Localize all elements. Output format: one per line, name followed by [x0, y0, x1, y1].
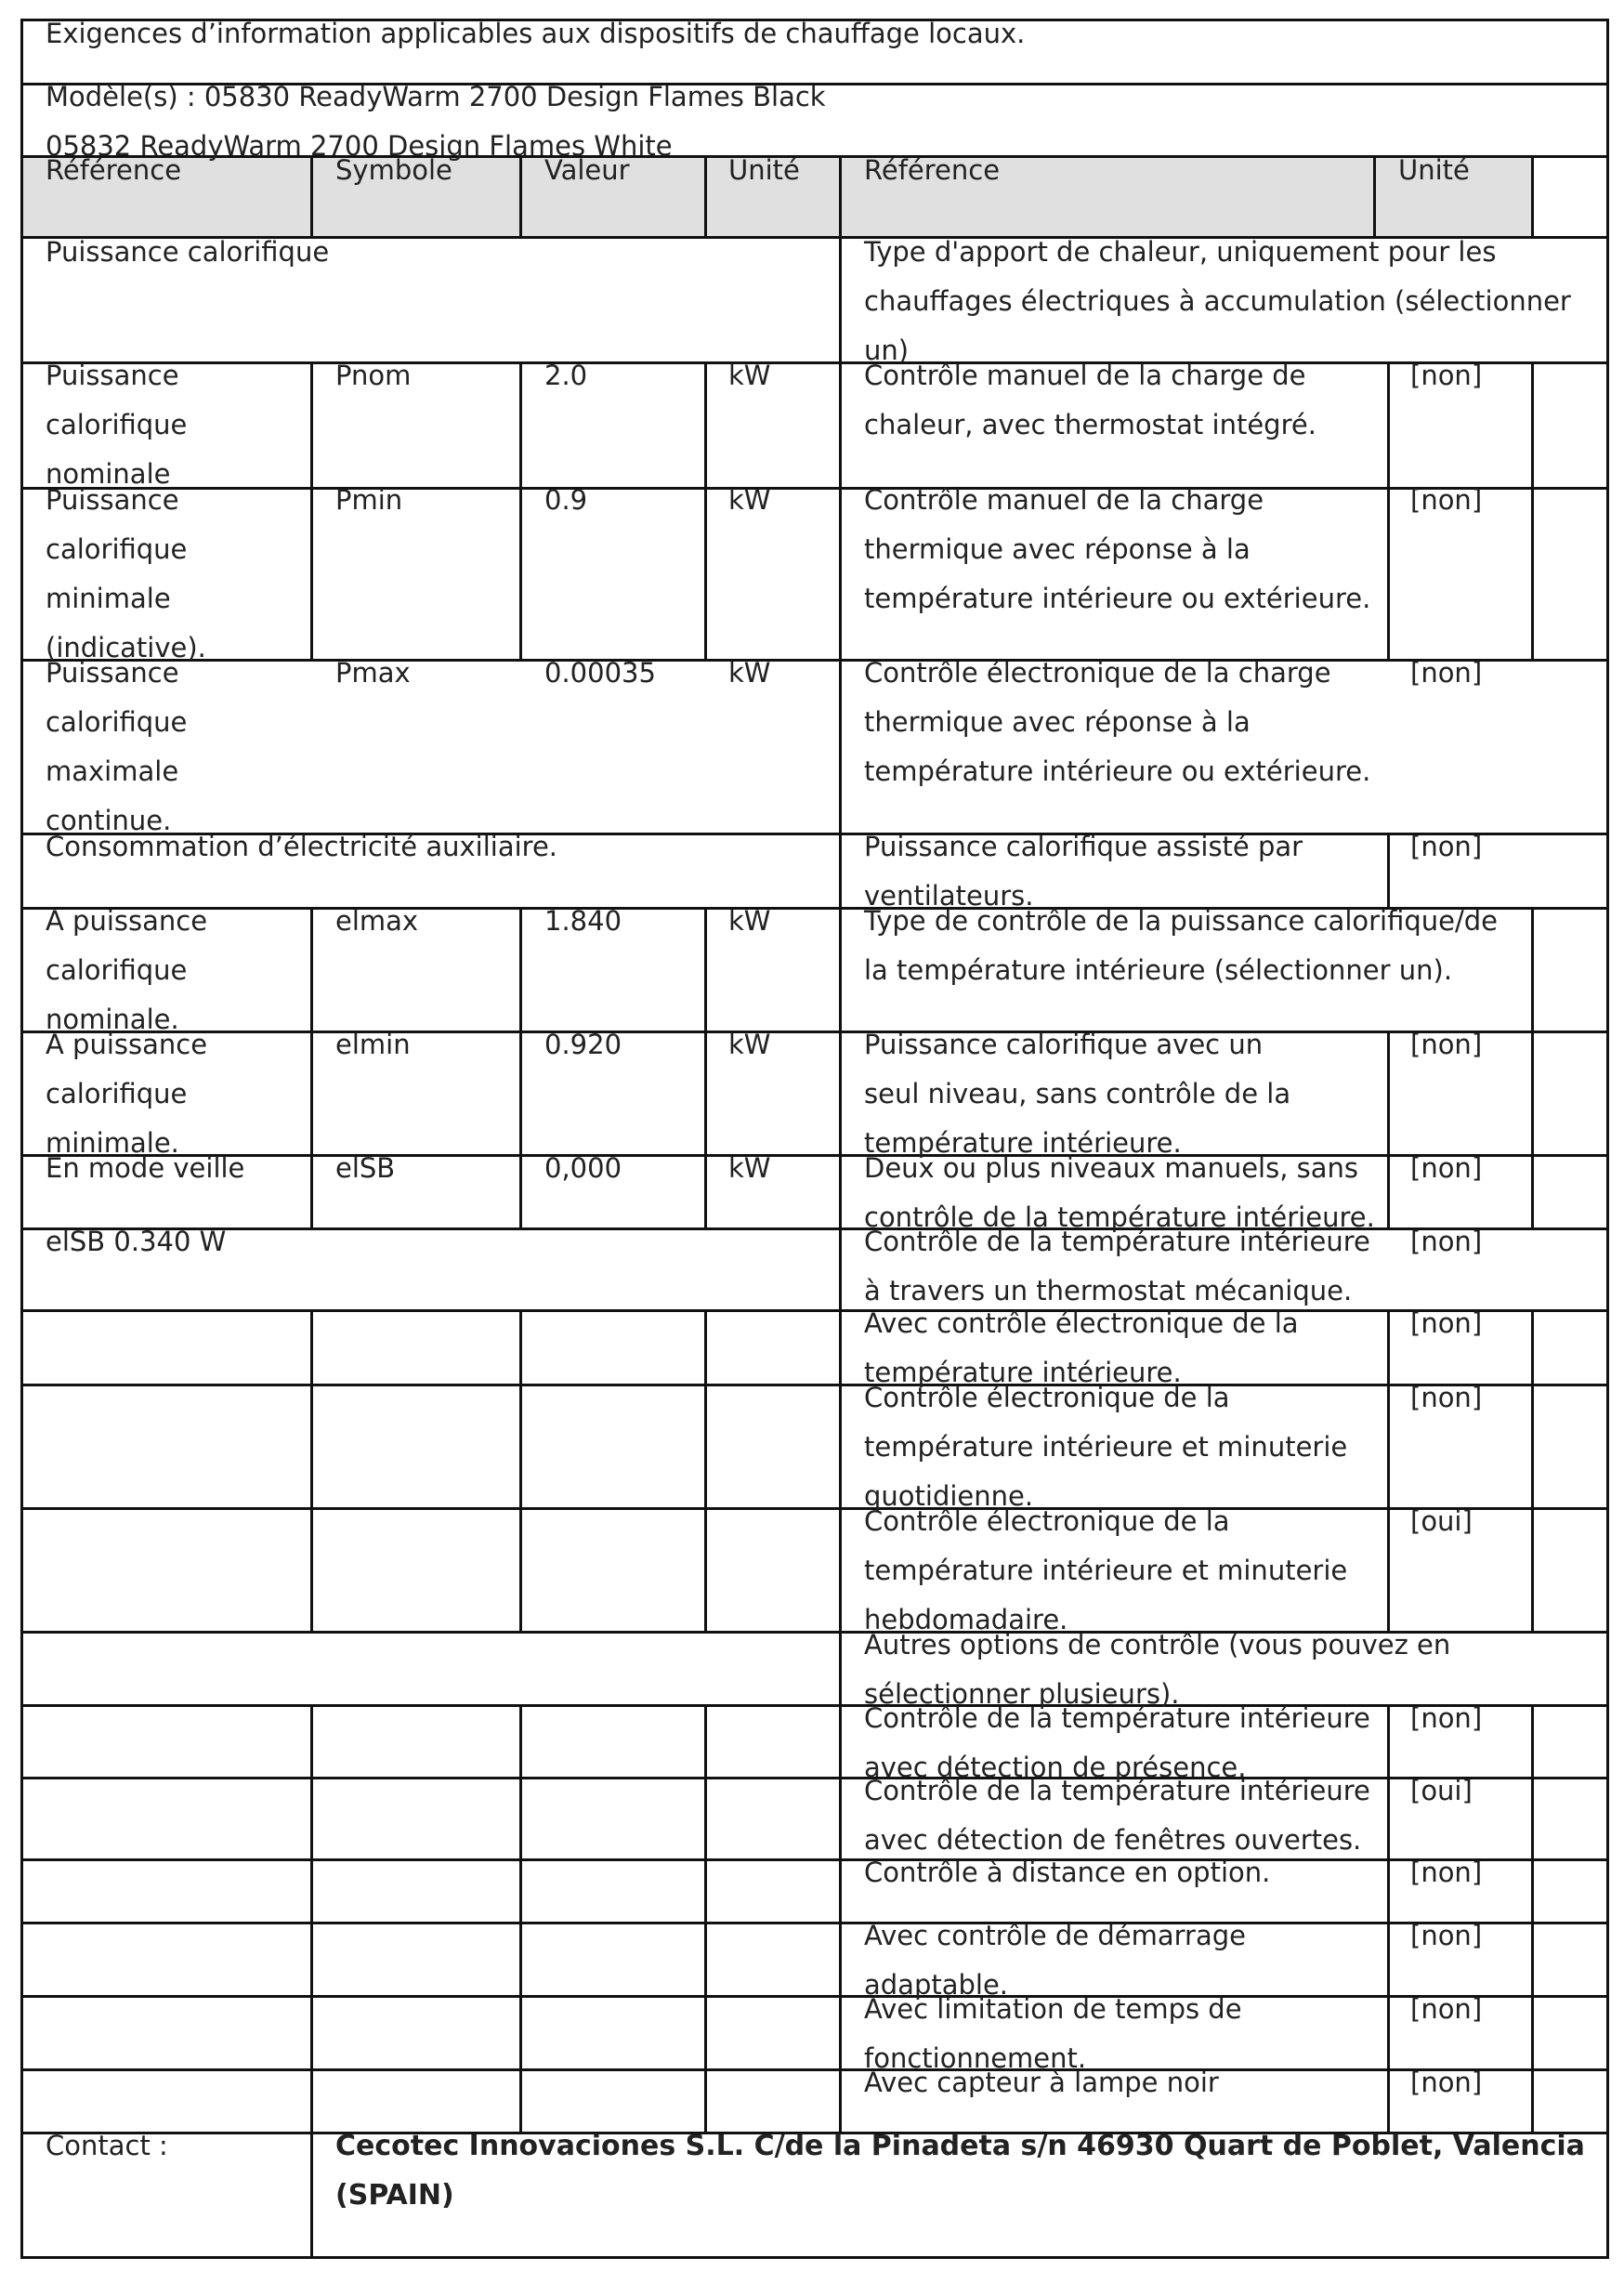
option-value: [non]: [1410, 657, 1483, 689]
row-unit: kW: [728, 1152, 771, 1184]
row-reference: Puissance calorifique maximale continue.: [46, 657, 188, 836]
option-value: [non]: [1410, 484, 1483, 516]
grid-line: [704, 155, 707, 239]
option-label: Contrôle électronique de la charge thermique avec réponse à la température intérieure ou extérieure.: [864, 657, 1371, 787]
row-reference: En mode veille: [46, 1152, 245, 1184]
option-value: [non]: [1410, 360, 1483, 391]
option-label: Contrôle à distance en option.: [864, 1857, 1271, 1888]
control-type-title: Type de contrôle de la puissance calorifique/de la température intérieure (sélectionner un).: [864, 905, 1499, 986]
option-value: [non]: [1410, 1702, 1483, 1734]
heat-output-title: Puissance calorifique: [46, 236, 330, 268]
grid-line: [1387, 361, 1390, 662]
grid-line: [20, 1858, 1609, 1861]
option-label: Puissance calorifique assisté par ventilateurs.: [864, 831, 1303, 912]
row-value: 0.00035: [544, 657, 656, 689]
option-label: Contrôle manuel de la charge thermique avec réponse à la température intérieure ou extérieure.: [864, 484, 1371, 614]
grid-line: [310, 361, 313, 662]
grid-line: [519, 907, 522, 1230]
option-label: Avec limitation de temps de fonctionnement.: [864, 1993, 1242, 2074]
header-left-symbol: Symbole: [335, 154, 452, 186]
models-line-2: 05832 ReadyWarm 2700 Design Flames White: [46, 130, 673, 162]
header-left-value: Valeur: [544, 154, 630, 186]
row-value: 2.0: [544, 360, 588, 391]
option-label: Avec capteur à lampe noir: [864, 2067, 1219, 2098]
grid-line: [1531, 155, 1534, 239]
option-label: Deux ou plus niveaux manuels, sans contrôle de la température intérieure.: [864, 1152, 1375, 1233]
grid-line: [20, 1309, 1609, 1312]
row-symbol: Pnom: [335, 360, 412, 391]
grid-line: [1387, 1704, 1390, 2134]
row-reference: Puissance calorifique nominale: [46, 360, 188, 490]
grid-line: [310, 907, 313, 1230]
row-symbol: Pmax: [335, 657, 411, 689]
option-label: Contrôle manuel de la charge de chaleur, avec thermostat intégré.: [864, 360, 1316, 440]
grid-line: [704, 1309, 707, 1634]
option-value: [non]: [1410, 1226, 1483, 1257]
header-right-reference: Référence: [864, 154, 1001, 186]
row-value: 1.840: [544, 905, 622, 937]
option-value: [non]: [1410, 1307, 1483, 1339]
models-line-1: Modèle(s) : 05830 ReadyWarm 2700 Design Flames Black: [46, 81, 826, 112]
row-symbol: elSB: [335, 1152, 396, 1184]
grid-line: [1531, 1309, 1534, 1634]
row-value: 0.920: [544, 1029, 622, 1060]
row-symbol: elmin: [335, 1029, 411, 1060]
row-value: 0.9: [544, 484, 588, 516]
grid-line: [1606, 19, 1609, 2259]
heat-input-title: Type d'apport de chaleur, uniquement pour les chauffages électriques à accumulation (sélectionner un): [864, 236, 1571, 366]
header-right-unit: Unité: [1398, 154, 1470, 186]
row-unit: kW: [728, 905, 771, 937]
grid-line: [310, 1309, 313, 1634]
row-reference: A puissance calorifique nominale.: [46, 905, 208, 1035]
grid-line: [20, 659, 1609, 662]
option-value: [oui]: [1410, 1505, 1473, 1537]
option-label: Puissance calorifique avec un seul niveau, sans contrôle de la température intérieure.: [864, 1029, 1291, 1159]
option-value: [non]: [1410, 831, 1483, 862]
row-unit: kW: [728, 360, 771, 391]
option-value: [non]: [1410, 1029, 1483, 1060]
grid-line: [20, 19, 23, 2259]
grid-line: [20, 1384, 1609, 1386]
grid-line: [20, 1030, 1609, 1033]
grid-line: [519, 1704, 522, 2134]
grid-line: [20, 2256, 1609, 2259]
grid-line: [20, 1922, 1609, 1924]
aux-consumption-title: Consommation d’électricité auxiliaire.: [46, 831, 558, 862]
option-value: [non]: [1410, 1920, 1483, 1951]
option-label: Contrôle de la température intérieure à travers un thermostat mécanique.: [864, 1226, 1370, 1306]
row-value: 0,000: [544, 1152, 622, 1184]
grid-line: [20, 1507, 1609, 1510]
option-value: [non]: [1410, 1857, 1483, 1888]
contact-value: Cecotec Innovaciones S.L. C/de la Pinadeta s/n 46930 Quart de Poblet, Valencia (SPAIN): [335, 2130, 1585, 2212]
grid-line: [704, 361, 707, 662]
document-title: Exigences d’information applicables aux dispositifs de chauffage locaux.: [46, 18, 1026, 49]
grid-line: [20, 1777, 1609, 1779]
option-label: Contrôle électronique de la température intérieure et minuterie hebdomadaire.: [864, 1505, 1348, 1635]
grid-line: [704, 1704, 707, 2134]
row-reference: Puissance calorifique minimale (indicative).: [46, 484, 206, 663]
row-unit: kW: [728, 657, 771, 689]
option-label: Contrôle électronique de la température intérieure et minuterie quotidienne.: [864, 1382, 1348, 1512]
grid-line: [20, 2068, 1609, 2071]
option-label: Contrôle de la température intérieure avec détection de présence.: [864, 1702, 1370, 1783]
option-value: [non]: [1410, 1152, 1483, 1184]
grid-line: [519, 1309, 522, 1634]
contact-label: Contact :: [46, 2130, 168, 2161]
row-unit: kW: [728, 484, 771, 516]
grid-line: [1531, 1030, 1534, 1230]
grid-line: [20, 487, 1609, 490]
option-value: [non]: [1410, 1993, 1483, 2025]
option-label: Avec contrôle électronique de la température intérieure.: [864, 1307, 1299, 1388]
grid-line: [310, 1704, 313, 2134]
row-symbol: Pmin: [335, 484, 403, 516]
option-value: [non]: [1410, 2067, 1483, 2098]
option-label: Contrôle de la température intérieure avec détection de fenêtres ouvertes.: [864, 1775, 1370, 1856]
standby-note: elSB 0.340 W: [46, 1226, 227, 1257]
grid-line: [704, 907, 707, 1230]
option-value: [non]: [1410, 1382, 1483, 1413]
row-unit: kW: [728, 1029, 771, 1060]
grid-line: [1387, 1030, 1390, 1230]
grid-line: [1531, 361, 1534, 662]
grid-line: [1531, 1704, 1534, 2134]
row-reference: A puissance calorifique minimale.: [46, 1029, 208, 1159]
grid-line: [519, 361, 522, 662]
grid-line: [1387, 1309, 1390, 1634]
grid-line: [20, 1995, 1609, 1998]
grid-line: [1373, 155, 1376, 239]
option-label: Avec contrôle de démarrage adaptable.: [864, 1920, 1246, 2001]
header-left-unit: Unité: [728, 154, 800, 186]
other-options-title: Autres options de contrôle (vous pouvez en sélectionner plusieurs).: [864, 1629, 1451, 1710]
grid-line: [310, 2132, 313, 2259]
option-value: [oui]: [1410, 1775, 1473, 1806]
grid-line: [839, 155, 842, 2134]
row-symbol: elmax: [335, 905, 419, 937]
header-left-reference: Référence: [46, 154, 182, 186]
